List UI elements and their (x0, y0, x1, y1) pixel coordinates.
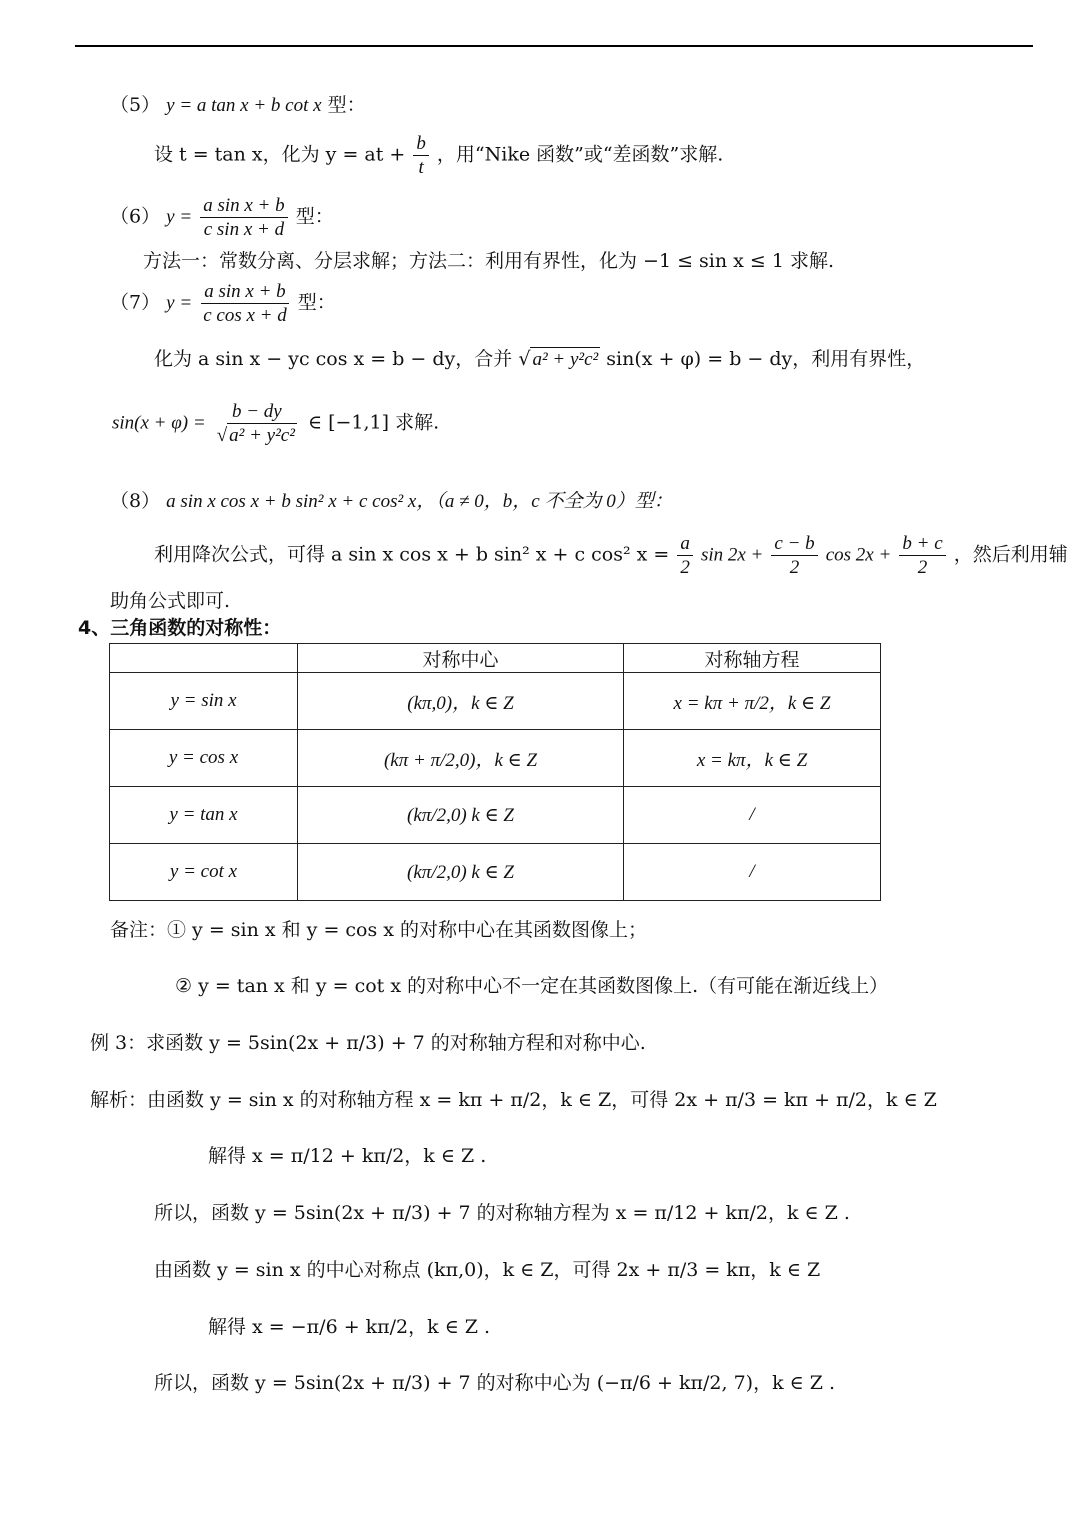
solution-line-6: 所以，函数 y = 5sin(2x + π/3) + 7 的对称中心为 (−π/6 + kπ/2, 7)，k ∈ Z . (154, 1372, 836, 1394)
fraction (413, 134, 429, 177)
table-cell: x = kπ，k ∈ Z (624, 730, 881, 787)
item-8-continuation: 助角公式即可. (110, 590, 231, 612)
item-5-text-2: ，用“Nike 函数”或“差函数”求解. (436, 143, 724, 166)
frac-num: b (413, 134, 429, 156)
item-6-label: （6） (110, 205, 161, 228)
item-6-heading (110, 196, 334, 239)
frac-den: c cos x + d (203, 305, 287, 326)
table-cell: (kπ/2,0) k ∈ Z (298, 787, 624, 844)
frac-num: a sin x + b (200, 196, 287, 218)
sqrt-body: a² + y²c² (532, 349, 599, 370)
item-7-label: （7） (110, 291, 161, 314)
solution-line-4: 由函数 y = sin x 的中心对称点 (kπ,0)，k ∈ Z，可得 2x + π/3 = kπ，k ∈ Z (154, 1259, 821, 1281)
frac-den: √ a² + y²c² (216, 425, 295, 446)
item-7-text-2: sin(x + φ) = b − dy，利用有界性， (606, 348, 926, 370)
frac-num: c − b (771, 534, 817, 556)
item-8-label: （8） (110, 490, 161, 512)
fraction (214, 402, 300, 445)
frac-num: b − dy (229, 402, 285, 424)
item-5-label: （5） (110, 94, 161, 116)
item-8-body (154, 534, 1068, 577)
table-header-row (110, 644, 881, 673)
table-cell: y = cot x (110, 844, 298, 901)
frac-den: 2 (680, 557, 690, 578)
item-5-suffix: 型： (327, 94, 366, 116)
item-7-heading (110, 282, 336, 325)
table-header-cell: 对称中心 (298, 644, 624, 673)
frac-den: t (418, 157, 424, 178)
table-cell: / (624, 787, 881, 844)
item-6-suffix: 型： (295, 205, 334, 228)
note-2: ② y = tan x 和 y = cot x 的对称中心不一定在其函数图像上.（有可能在渐近线上） (175, 975, 889, 997)
item-7-tail: ∈ [−1,1] 求解. (307, 411, 440, 434)
item-5-body (154, 134, 723, 177)
item-7-sin: sin(x + φ) = (112, 412, 206, 434)
frac-num: a sin x + b (201, 282, 288, 304)
table-cell: (kπ,0)，k ∈ Z (298, 673, 624, 730)
symmetry-table (109, 643, 881, 901)
item-6-y: y = (166, 206, 193, 228)
item-8-text: 利用降次公式，可得 a sin x cos x + b sin² x + c cos² x = (154, 543, 670, 566)
item-7-bound (112, 402, 439, 445)
table-cell: y = cos x (110, 730, 298, 787)
fraction (677, 534, 693, 577)
section-heading: 4、三角函数的对称性： (78, 617, 282, 639)
sqrt-sign: √ (518, 348, 531, 370)
item-7-y: y = (166, 292, 193, 314)
item-5-formula: y = a tan x + b cot x (166, 95, 322, 116)
solution-line-5: 解得 x = −π/6 + kπ/2，k ∈ Z . (208, 1316, 491, 1338)
item-5-text: 设 t = tan x，化为 y = at + (154, 143, 406, 166)
item-8-mid1: sin 2x + (700, 544, 764, 566)
table-row (110, 673, 881, 730)
table-cell: y = sin x (110, 673, 298, 730)
top-rule (75, 45, 1033, 47)
item-7-body (154, 350, 925, 369)
item-8-heading (110, 492, 673, 511)
table-row (110, 787, 881, 844)
solution-line-3: 所以，函数 y = 5sin(2x + π/3) + 7 的对称轴方程为 x = π/12 + kπ/2，k ∈ Z . (154, 1202, 850, 1224)
table-cell: / (624, 844, 881, 901)
solution-line-1: 解析：由函数 y = sin x 的对称轴方程 x = kπ + π/2，k ∈ Z，可得 2x + π/3 = kπ + π/2，k ∈ Z (90, 1089, 937, 1111)
frac-den: 2 (789, 557, 800, 578)
frac-den: 2 (917, 557, 928, 578)
item-5-heading (110, 96, 366, 115)
table-row (110, 730, 881, 787)
item-7-text: 化为 a sin x − yc cos x = b − dy，合并 (154, 348, 513, 370)
table-header-cell (110, 644, 298, 673)
frac-num: a (677, 534, 693, 556)
table-cell: (kπ + π/2,0)，k ∈ Z (298, 730, 624, 787)
example-question: 例 3：求函数 y = 5sin(2x + π/3) + 7 的对称轴方程和对称中心. (90, 1032, 646, 1054)
table-row (110, 844, 881, 901)
solution-line-2: 解得 x = π/12 + kπ/2，k ∈ Z . (208, 1145, 487, 1167)
fraction (899, 534, 945, 577)
table-cell: (kπ/2,0) k ∈ Z (298, 844, 624, 901)
item-8-formula: a sin x cos x + b sin² x + c cos² x，（a ≠ 0，b，c 不全为 0）型： (166, 491, 673, 512)
fraction (200, 196, 287, 239)
item-6-method: 方法一：常数分离、分层求解；方法二：利用有界性，化为 −1 ≤ sin x ≤ 1 求解. (143, 250, 835, 272)
table-header-cell: 对称轴方程 (624, 644, 881, 673)
frac-den: c sin x + d (203, 219, 285, 240)
item-8-mid2: cos 2x + (825, 544, 892, 566)
fraction (200, 282, 290, 325)
sqrt-body: a² + y²c² (229, 425, 295, 446)
item-7-suffix: 型： (297, 291, 336, 314)
table-cell: y = tan x (110, 787, 298, 844)
frac-num: b + c (899, 534, 945, 556)
note-1: 备注：① y = sin x 和 y = cos x 的对称中心在其函数图像上； (110, 919, 648, 941)
item-8-text-2: ，然后利用辅 (953, 543, 1068, 566)
table-cell: x = kπ + π/2，k ∈ Z (624, 673, 881, 730)
fraction (771, 534, 817, 577)
